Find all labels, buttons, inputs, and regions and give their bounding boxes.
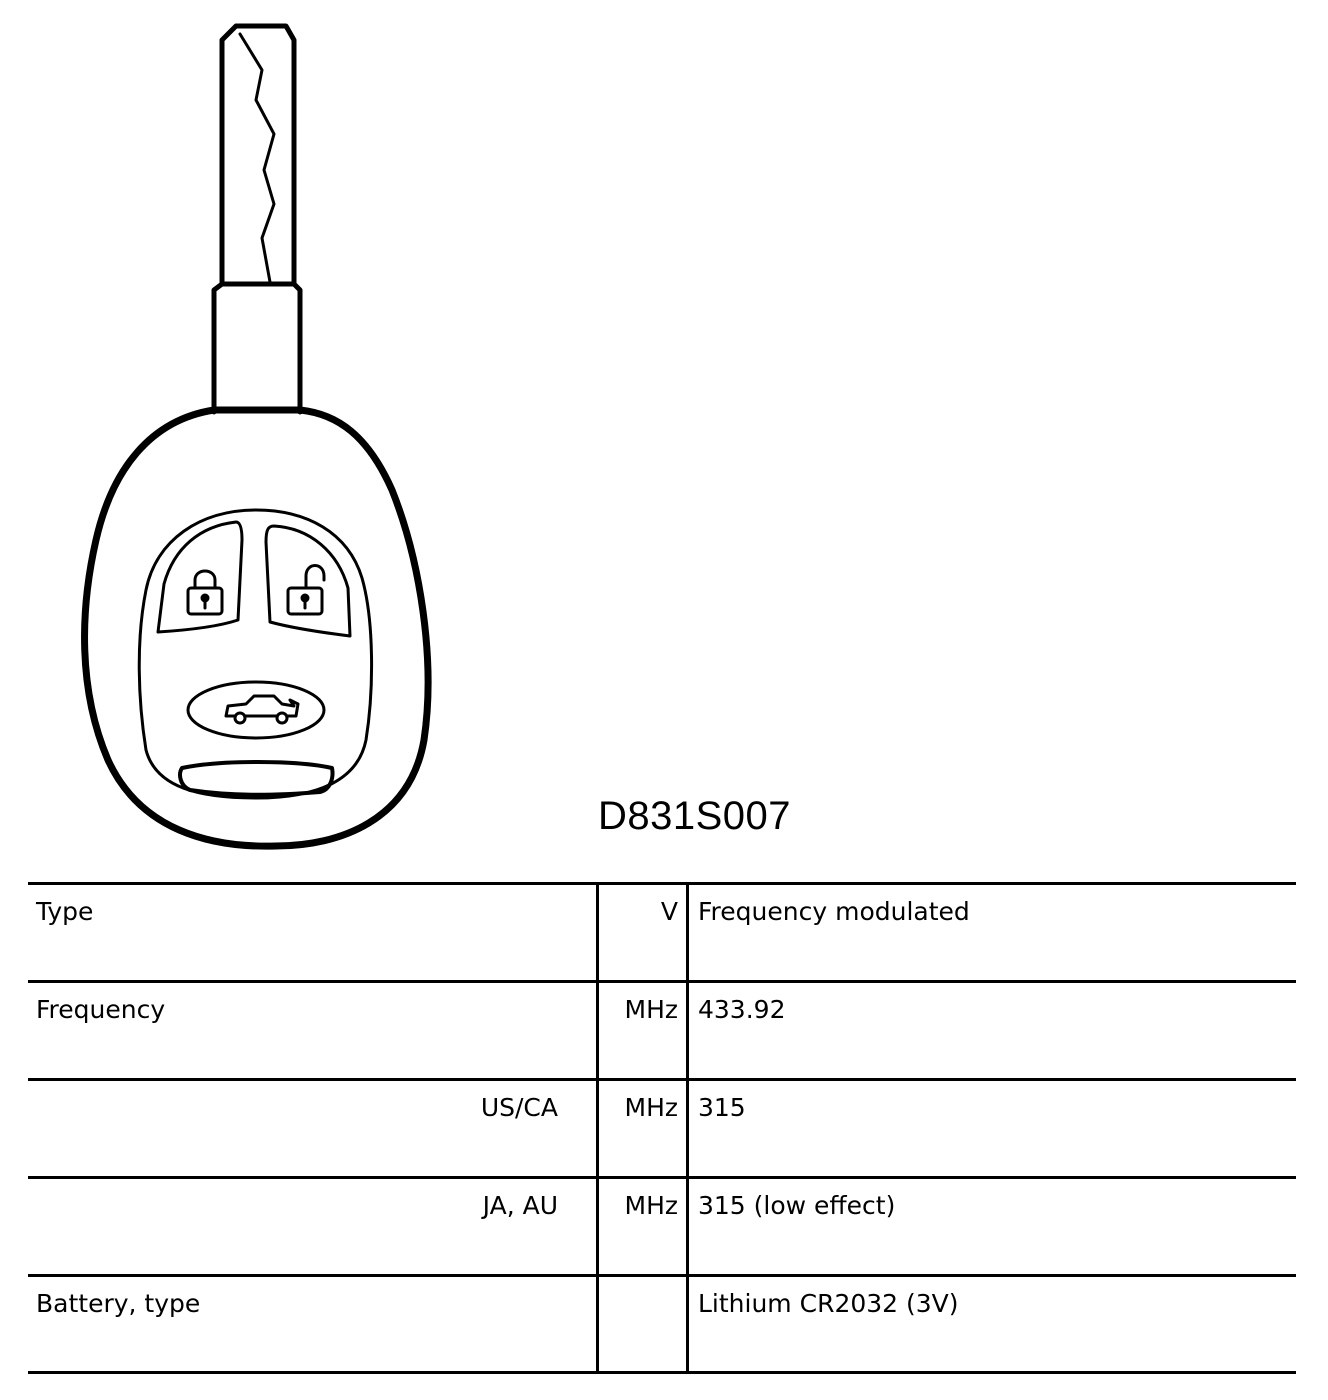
key-shank xyxy=(214,284,300,412)
row-unit xyxy=(596,1277,686,1371)
row-label xyxy=(28,1179,596,1274)
fob-outer-body xyxy=(85,410,428,846)
row-label xyxy=(28,983,596,1078)
row-unit: MHz xyxy=(596,1179,686,1274)
unlock-button xyxy=(266,526,350,636)
row-region: JA, AU xyxy=(482,1191,558,1220)
row-unit: MHz xyxy=(596,983,686,1078)
specification-table xyxy=(28,882,1296,1376)
row-value: 315 xyxy=(686,1081,1296,1176)
table-row xyxy=(28,1081,1296,1179)
row-label xyxy=(28,1277,596,1371)
car-trunk-icon xyxy=(226,696,298,723)
row-value: 315 (low effect) xyxy=(686,1179,1296,1274)
key-blade-cuts xyxy=(240,34,274,282)
row-label xyxy=(28,1081,596,1176)
row-value: 433.92 xyxy=(686,983,1296,1078)
row-label-text: Type xyxy=(36,897,94,926)
row-label xyxy=(28,885,596,980)
row-value: Lithium CR2032 (3V) xyxy=(686,1277,1296,1371)
key-fob-figure xyxy=(0,0,860,860)
trunk-release-button xyxy=(188,682,324,738)
lock-icon xyxy=(188,571,222,614)
figure-code: D831S007 xyxy=(598,794,792,838)
table-row xyxy=(28,885,1296,983)
row-label-text: Battery, type xyxy=(36,1289,201,1318)
row-unit: V xyxy=(596,885,686,980)
table-row xyxy=(28,983,1296,1081)
row-value: Frequency modulated xyxy=(686,885,1296,980)
remote-key-fob-drawing xyxy=(0,0,860,860)
fob-bottom-slot xyxy=(180,762,332,795)
table-row xyxy=(28,1179,1296,1277)
row-unit: MHz xyxy=(596,1081,686,1176)
fob-inner-rim xyxy=(139,510,371,798)
row-label-text: Frequency xyxy=(36,995,166,1024)
table-row xyxy=(28,1277,1296,1374)
row-region: US/CA xyxy=(480,1093,558,1122)
unlock-icon xyxy=(288,566,324,615)
